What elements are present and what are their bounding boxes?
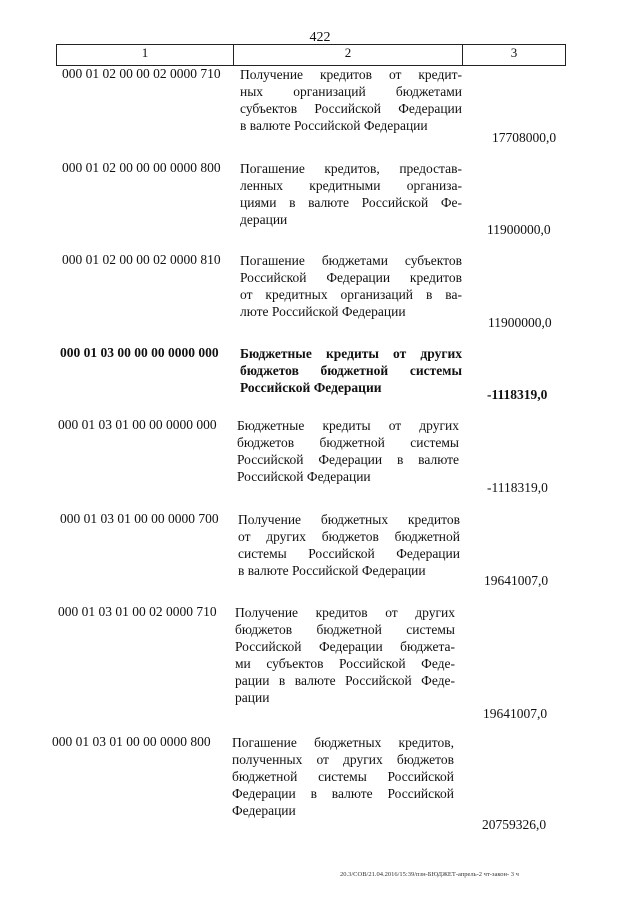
row-description xyxy=(238,511,460,579)
description-line: полученных от других бюджетов xyxy=(232,752,454,767)
description-line: в валюте Российской Федерации xyxy=(238,563,426,578)
budget-classification-code: 000 01 03 01 00 00 0000 000 xyxy=(58,417,217,432)
table-header xyxy=(56,44,566,66)
row-amount: 20759326,0 xyxy=(482,817,547,832)
header-col-1: 1 xyxy=(57,45,234,66)
description-line: субъектов Российской Федерации xyxy=(240,101,462,116)
budget-classification-code: 000 01 03 01 00 02 0000 710 xyxy=(58,604,217,619)
description-line: Российской Федерации бюджета- xyxy=(235,639,455,654)
row-amount: -1118319,0 xyxy=(487,480,548,495)
description-line: Погашение кредитов, предостав- xyxy=(240,161,462,176)
description-line: бюджетов бюджетной системы xyxy=(235,622,455,637)
description-line: Получение кредитов от других xyxy=(235,605,455,620)
description-line: Получение бюджетных кредитов xyxy=(238,512,460,527)
description-line: Российской Федерации xyxy=(237,469,371,484)
row-amount: 19641007,0 xyxy=(484,573,549,588)
row-description xyxy=(235,604,455,706)
row-description xyxy=(237,417,459,485)
row-amount: 11900000,0 xyxy=(487,222,551,237)
description-line: бюджетов бюджетной системы xyxy=(237,435,459,450)
description-line: Погашение бюджетных кредитов, xyxy=(232,735,454,750)
description-line: Российской Федерации кредитов xyxy=(240,270,462,285)
budget-classification-code: 000 01 03 00 00 00 0000 000 xyxy=(60,345,219,360)
header-col-3: 3 xyxy=(463,45,566,66)
description-line: в валюте Российской Федерации xyxy=(240,118,428,133)
row-amount: 11900000,0 xyxy=(488,315,552,330)
description-line: рации в валюте Российской Феде- xyxy=(235,673,455,688)
row-description xyxy=(232,734,454,819)
row-description xyxy=(240,160,462,228)
description-line: бюджетов бюджетной системы xyxy=(240,363,462,378)
description-line: Получение кредитов от кредит- xyxy=(240,67,462,82)
description-line: циями в валюте Российской Фе- xyxy=(240,195,462,210)
description-line: Бюджетные кредиты от других xyxy=(240,346,462,361)
row-description xyxy=(240,66,462,134)
description-line: рации xyxy=(235,690,270,705)
description-line: Федерации xyxy=(232,803,296,818)
budget-classification-code: 000 01 03 01 00 00 0000 700 xyxy=(60,511,219,526)
description-line: люте Российской Федерации xyxy=(240,304,406,319)
row-description xyxy=(240,252,462,320)
description-line: дерации xyxy=(240,212,288,227)
description-line: ленных кредитными организа- xyxy=(240,178,462,193)
budget-classification-code: 000 01 02 00 00 02 0000 710 xyxy=(62,66,221,81)
description-line: Федерации в валюте Российской xyxy=(232,786,454,801)
budget-classification-code: 000 01 03 01 00 00 0000 800 xyxy=(52,734,211,749)
description-line: от кредитных организаций в ва- xyxy=(240,287,462,302)
description-line: от других бюджетов бюджетной xyxy=(238,529,460,544)
description-line: Бюджетные кредиты от других xyxy=(237,418,459,433)
description-line: Российской Федерации в валюте xyxy=(237,452,459,467)
row-amount: 17708000,0 xyxy=(492,130,557,145)
row-amount: 19641007,0 xyxy=(483,706,548,721)
description-line: Погашение бюджетами субъектов xyxy=(240,253,462,268)
row-amount: -1118319,0 xyxy=(487,387,548,402)
description-line: бюджетной системы Российской xyxy=(232,769,454,784)
budget-classification-code: 000 01 02 00 00 02 0000 810 xyxy=(62,252,221,267)
budget-classification-code: 000 01 02 00 00 00 0000 800 xyxy=(62,160,221,175)
description-line: Российской Федерации xyxy=(240,380,382,395)
description-line: системы Российской Федерации xyxy=(238,546,460,561)
row-description xyxy=(240,345,462,396)
header-col-2: 2 xyxy=(234,45,463,66)
page-number: 422 xyxy=(309,30,331,45)
footer-stamp: 20.3/СОВ/21.04.2016/15:39/пзн-БЮДЖЕТ-апрель-2 чт-закон- 3 ч xyxy=(340,871,519,878)
description-line: ных организаций бюджетами xyxy=(240,84,462,99)
description-line: ми субъектов Российской Феде- xyxy=(235,656,455,671)
